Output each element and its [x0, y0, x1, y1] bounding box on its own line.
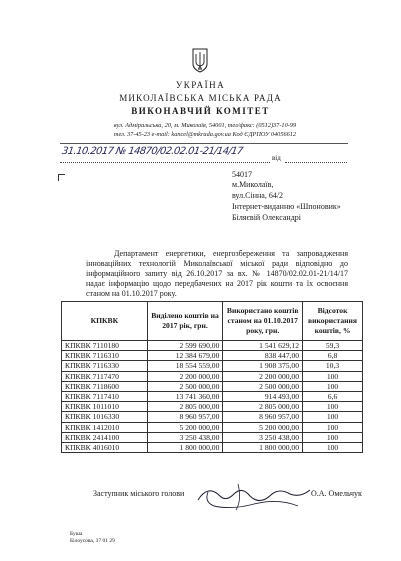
cell-allocated: 1 800 000,00: [147, 442, 223, 452]
cell-kpkvk: КПКВК 1016330: [62, 412, 148, 422]
table-header-row: [62, 302, 363, 341]
cell-kpkvk: КПКВК 7116330: [62, 361, 148, 371]
table-row: [62, 432, 363, 442]
cell-allocated: 18 554 559,00: [147, 361, 223, 371]
reference-line: [60, 162, 270, 163]
cell-allocated: 2 805 000,00: [147, 402, 223, 412]
addressee-line: 54017: [232, 170, 252, 179]
cell-percent: 100: [303, 442, 363, 452]
cell-used: 5 200 000,00: [223, 422, 303, 432]
addressee-line: Біляєвій Олександрі: [232, 213, 301, 222]
addressee-line: вул.Сінна, 64/2: [232, 191, 284, 200]
table-row: [62, 402, 363, 412]
cell-kpkvk: КПКВК 1011010: [62, 402, 148, 412]
cell-allocated: 3 250 438,00: [147, 432, 223, 442]
header-council: МИКОЛАЇВСЬКА МІСЬКА РАДА: [119, 93, 282, 103]
cell-used: 3 250 438,00: [223, 432, 303, 442]
table-row: [62, 371, 363, 381]
header-address-line1: вул. Адміральська, 20, м. Миколаїв, 54001, тел/факс: (0512)37-10-99: [113, 122, 297, 129]
cell-percent: 100: [303, 371, 363, 381]
signature-image: [178, 478, 328, 514]
cell-kpkvk: КПКВК 1412010: [62, 422, 148, 432]
cell-kpkvk: КПКВК 7116310: [62, 351, 148, 361]
addressee-line: Інтернет-виданню «Шпоновик»: [232, 202, 341, 211]
cell-allocated: 5 200 000,00: [147, 422, 223, 432]
table-row: [62, 341, 363, 351]
cell-allocated: 8 960 957,00: [147, 412, 223, 422]
table-row: [62, 361, 363, 371]
table-row: [62, 442, 363, 452]
header-address-line2: тел. 37-45-23 e-mail: kancel@mkrada.gov.ua Код ЄДРПОУ 04056612: [113, 131, 297, 138]
cell-allocated: 2 500 000,00: [147, 381, 223, 391]
corner-mark: [58, 174, 65, 181]
table-row: [62, 381, 363, 391]
table-row: [62, 351, 363, 361]
reference-vid-line: [285, 162, 347, 163]
signatory-title: Заступник міського голови: [93, 489, 185, 498]
cell-allocated: 12 384 679,00: [147, 351, 223, 361]
executor-line: Буша: [70, 531, 83, 537]
cell-used: 2 200 000,00: [223, 371, 303, 381]
reference-vid-label: від: [272, 154, 281, 162]
body-paragraph: Департамент енергетики, енергозбереження та запровадження інноваційних технологій Миколаївської міської ради відповідно до інформаційного запиту від 26.10.2017 за вх. № 14870/02.02.01-21/14/17 надає інформацію щодо передбачених на 2017 рік кошти та їх освоєння станом на 01.10.2017 року.: [86, 249, 348, 298]
cell-allocated: 13 741 360,00: [147, 391, 223, 401]
cell-allocated: 2 599 690,00: [147, 341, 223, 351]
cell-percent: 100: [303, 432, 363, 442]
cell-percent: 6,8: [303, 351, 363, 361]
header-used: Використано коштів станом на 01.10.2017 року, грн.: [223, 302, 303, 341]
cell-percent: 100: [303, 402, 363, 412]
addressee-line: м.Миколаїв,: [232, 180, 274, 189]
table-row: [62, 391, 363, 401]
cell-percent: 100: [303, 381, 363, 391]
budget-table: [61, 301, 363, 453]
table-row: [62, 422, 363, 432]
header-committee: ВИКОНАВЧИЙ КОМІТЕТ: [131, 106, 270, 116]
cell-percent: 10,3: [303, 361, 363, 371]
cell-used: 2 500 000,00: [223, 381, 303, 391]
table-row: [62, 412, 363, 422]
cell-kpkvk: КПКВК 2414100: [62, 432, 148, 442]
cell-used: 1 800 000,00: [223, 442, 303, 452]
cell-percent: 6,6: [303, 391, 363, 401]
cell-percent: 100: [303, 422, 363, 432]
cell-kpkvk: КПКВК 7117410: [62, 391, 148, 401]
handwritten-reference: 31.10.2017 № 14870/02.02.01-21/14/17: [61, 146, 244, 157]
header-percent: Відсоток використання коштів, %: [303, 302, 363, 341]
cell-percent: 100: [303, 412, 363, 422]
cell-kpkvk: КПКВК 7117470: [62, 371, 148, 381]
executor-contact: Білоусова, 37 01 29: [70, 538, 115, 544]
header-divider: [60, 143, 348, 144]
cell-used: 838 447,00: [223, 351, 303, 361]
signatory-name: О.А. Омельчук: [311, 489, 362, 498]
header-country: УКРАЇНА: [175, 80, 226, 90]
table-body: [62, 341, 363, 453]
cell-allocated: 2 200 000,00: [147, 371, 223, 381]
cell-percent: 59,3: [303, 341, 363, 351]
cell-used: 1 541 629,12: [223, 341, 303, 351]
cell-used: 1 908 375,00: [223, 361, 303, 371]
header-kpkvk: КПКВК: [62, 302, 148, 341]
cell-used: 2 805 000,00: [223, 402, 303, 412]
trident-emblem-icon: [191, 47, 209, 73]
header-allocated: Виділено коштів на 2017 рік, грн.: [147, 302, 223, 341]
cell-kpkvk: КПКВК 7110180: [62, 341, 148, 351]
cell-used: 8 960 957,00: [223, 412, 303, 422]
cell-kpkvk: КПКВК 4016010: [62, 442, 148, 452]
cell-used: 914 493,00: [223, 391, 303, 401]
cell-kpkvk: КПКВК 7118600: [62, 381, 148, 391]
